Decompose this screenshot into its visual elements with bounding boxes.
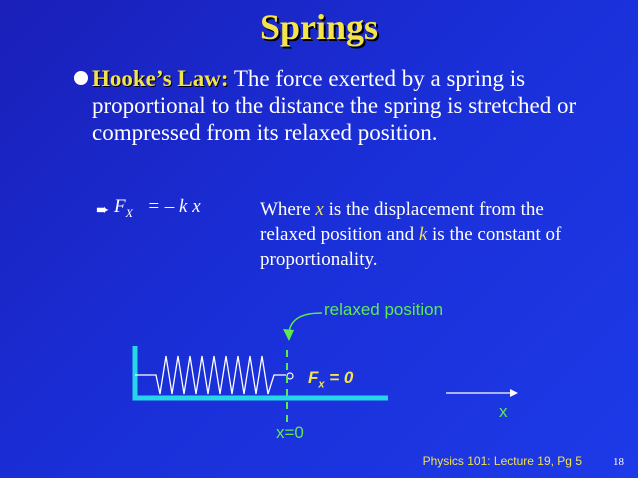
desc-part1: Where [260, 199, 316, 220]
origin-label: x=0 [276, 423, 304, 442]
relaxed-pointer-arrowhead [283, 329, 294, 341]
desc-part3: is the constant of proportionality. [260, 224, 562, 270]
arrow-bullet-icon: ➨ [96, 200, 110, 219]
x-axis-arrowhead [510, 389, 518, 397]
force-value: = 0 [324, 368, 354, 387]
formula-force: F [114, 196, 126, 217]
page-number: 18 [613, 456, 624, 468]
spring [135, 356, 286, 394]
force-zero-label [308, 368, 353, 390]
desc-part2: is the displacement from the relaxed position and [260, 199, 544, 245]
relaxed-position-label: relaxed position [324, 300, 444, 319]
relaxed-pointer-arrow [289, 313, 322, 332]
hookes-law-text: The force exerted by a spring is proportional to the distance the spring is stretched or compressed from its relaxed position. [92, 66, 577, 145]
force-subscript: x [318, 378, 325, 391]
desc-var-k: k [418, 224, 428, 245]
slide-title: Springs [259, 7, 379, 47]
x-axis-label: x [499, 402, 508, 421]
footer-course: Physics 101: Lecture 19, Pg 5 [422, 454, 582, 468]
formula-rhs: = – k x [132, 196, 201, 217]
desc-var-x: x [315, 199, 324, 220]
hookes-law-term: Hooke’s Law: [92, 66, 229, 91]
force-symbol: F [308, 368, 319, 387]
formula-subscript: X [125, 205, 133, 220]
